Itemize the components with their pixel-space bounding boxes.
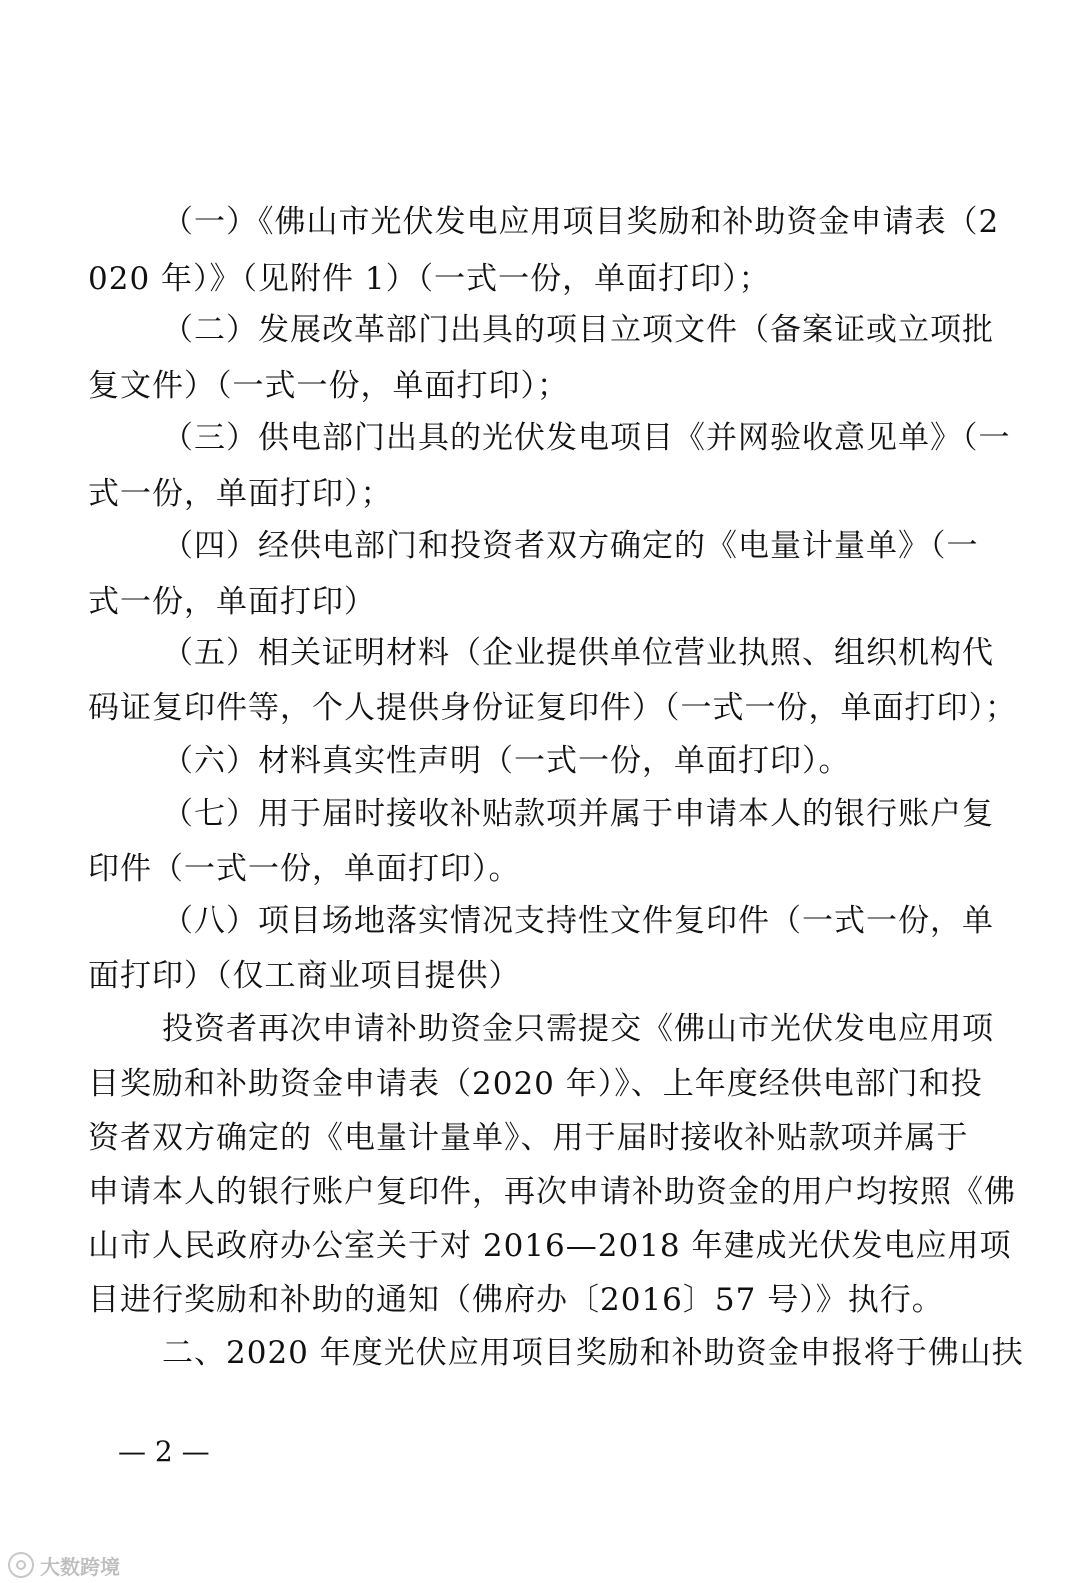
text-line: 目进行奖励和补助的通知（佛府办〔2016〕57 号）》执行。 [88, 1282, 944, 1318]
text-line: （三）供电部门出具的光伏发电项目《并网验收意见单》（一 [162, 420, 1011, 456]
text-line: 复文件）（一式一份，单面打印）； [88, 368, 569, 404]
text-line: 二、2020 年度光伏应用项目奖励和补助资金申报将于佛山扶 [162, 1335, 1024, 1371]
text-line: 山市人民政府办公室关于对 2016—2018 年建成光伏发电应用项 [88, 1228, 1012, 1264]
text-line: 面打印）（仅工商业项目提供） [88, 958, 521, 994]
text-line: （六）材料真实性声明（一式一份，单面打印）。 [162, 743, 851, 779]
text-line: 投资者再次申请补助资金只需提交《佛山市光伏发电应用项 [162, 1011, 994, 1047]
watermark-text: 大数跨境 [40, 1554, 120, 1579]
text-line: （一）《佛山市光伏发电应用项目奖励和补助资金申请表（2 [162, 204, 1000, 240]
text-line: 申请本人的银行账户复印件，再次申请补助资金的用户均按照《佛 [88, 1174, 1016, 1210]
text-line: 目奖励和补助资金申请表（2020 年）》、上年度经供电部门和投 [88, 1066, 983, 1102]
text-line: （五）相关证明材料（企业提供单位营业执照、组织机构代 [162, 635, 994, 671]
text-line: （四）经供电部门和投资者双方确定的《电量计量单》（一 [162, 528, 979, 564]
text-line: （七）用于届时接收补贴款项并属于申请本人的银行账户复 [162, 796, 994, 832]
text-line: 式一份，单面打印） [88, 584, 376, 620]
text-line: 资者双方确定的《电量计量单》、用于届时接收补贴款项并属于 [88, 1120, 969, 1156]
watermark [8, 1550, 120, 1580]
page-number: — 2 — [118, 1435, 210, 1468]
text-line: （二）发展改革部门出具的项目立项文件（备案证或立项批 [162, 312, 994, 348]
text-line: 码证复印件等，个人提供身份证复印件）（一式一份，单面打印）； [88, 690, 1017, 726]
text-line: （八）项目场地落实情况支持性文件复印件（一式一份，单 [162, 903, 994, 939]
text-line: 020 年）》（见附件 1）（一式一份，单面打印）； [88, 261, 771, 297]
text-line: 式一份，单面打印）； [88, 476, 393, 512]
watermark-logo-icon [8, 1552, 34, 1578]
text-line: 印件（一式一份，单面打印）。 [88, 851, 521, 887]
